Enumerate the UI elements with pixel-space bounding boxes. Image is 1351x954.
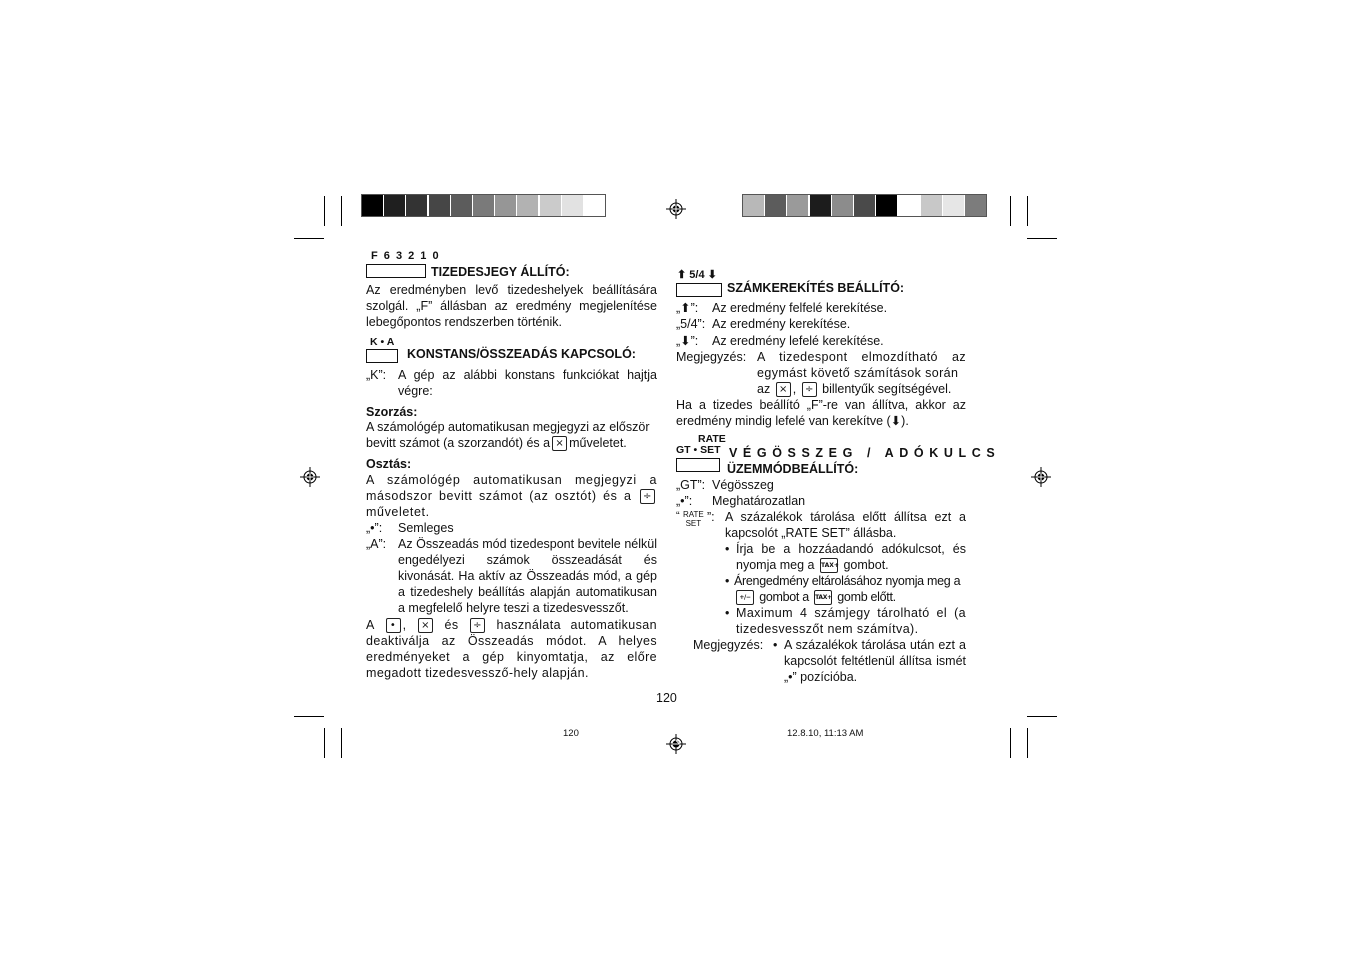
bullet-icon: • — [773, 638, 778, 652]
note-keys-line: az × , ÷ billentyűk segítségével. — [757, 382, 952, 396]
term-dot: „•”: — [676, 494, 693, 508]
color-swatch — [429, 195, 450, 216]
divide-key-icon: ÷ — [470, 618, 485, 633]
color-swatch — [406, 195, 427, 216]
term-dot-text: Semleges — [398, 521, 454, 535]
registration-mark-icon — [666, 199, 686, 219]
bullet-1-text: Írja be a hozzáadandó adókulcsot, és nyomja meg a TAX+ gombot. — [736, 542, 966, 572]
color-swatch — [451, 195, 472, 216]
color-swatch — [384, 195, 405, 216]
color-swatch — [965, 195, 986, 216]
registration-mark-icon — [666, 734, 686, 754]
note-label: Megjegyzés: — [693, 638, 764, 652]
section-title-line2: ÜZEMMÓDBEÁLLÍTÓ: — [727, 462, 859, 476]
term-gt: „GT”: — [676, 478, 706, 492]
section-body: Az eredményben levő tizedeshelyek beállítására szolgál. „F” állásban az eredmény megjelenítése lebegőpontos rendszerben történik. — [366, 283, 657, 329]
rate-set-term: RATE SET — [683, 510, 704, 528]
plus-minus-key-icon: +/− — [736, 590, 754, 605]
registration-mark-icon — [1031, 467, 1051, 487]
section-title: VÉGÖSSZEG / ADÓKULCS — [729, 446, 1001, 460]
term-k-text: A gép az alábbi konstans funkciókat hajtja végre: — [398, 368, 657, 398]
switch-positions-label: F 6 3 2 1 0 — [371, 250, 441, 262]
footer-timestamp: 12.8.10, 11:13 AM — [787, 728, 864, 739]
rate-text: A százalékok tárolása előtt állítsa ezt a kapcsolót „RATE SET” állásba. — [725, 510, 966, 540]
tax-plus-key-icon: TAX+ — [814, 590, 832, 605]
rate-close-quote: ”: — [707, 510, 715, 524]
term-54-text: Az eredmény kerekítése. — [712, 317, 851, 331]
term-a-text: Az Összeadás mód tizedespont bevitele nélkül engedélyezi számok összeadását és kivonását. Ha aktív az Összeadás mód, a gép a tizedeshely beállítás alapján automatikusan a megfelelő helyre teszi a tizedesvesszőt. — [398, 537, 657, 615]
color-swatch — [743, 195, 764, 216]
term-down: „⬇”: — [676, 334, 699, 348]
term-k: „K”: — [366, 368, 387, 382]
switch-icon — [366, 264, 426, 278]
bullet-3-text: Maximum 4 számjegy tárolható el (a tizedesvesszőt nem számítva). — [736, 606, 966, 636]
final-paragraph: A • , × és ÷ használata automatikusan deaktiválja az Összeadás módot. A helyes eredményeket a gép kinyomtatja, az előre megadott tizedesvessző-hely alapján. — [366, 618, 658, 681]
term-dot-text: Meghatározatlan — [712, 494, 806, 508]
bullet-icon: • — [725, 606, 730, 620]
note-text: A százalékok tárolása után ezt a kapcsolót feltétlenül állítsa ismét „•” pozícióba. — [784, 638, 966, 684]
switch-positions-label: GT • SET — [676, 444, 721, 456]
color-swatch — [898, 195, 919, 216]
term-a: „A”: — [366, 537, 387, 551]
registration-mark-icon — [300, 467, 320, 487]
switch-positions-label: ⬆ 5/4 ⬇ — [677, 269, 717, 281]
note-text: A tizedespont elmozdítható az egymást követő számítások során — [757, 350, 966, 380]
divide-key-icon: ÷ — [802, 382, 817, 397]
bullet-icon: • — [725, 574, 730, 588]
note-label: Megjegyzés: — [676, 350, 747, 364]
color-swatch — [943, 195, 964, 216]
switch-rate-label: RATE — [698, 433, 726, 445]
color-swatch — [810, 195, 831, 216]
term-dot: „•”: — [366, 521, 383, 535]
tax-plus-key-icon: TAX+ — [820, 558, 838, 573]
color-swatch — [765, 195, 786, 216]
bullet-2-text: Árengedmény eltárolásához nyomja meg a +/− gombot a TAX+ gomb előtt. — [734, 574, 961, 604]
multiplication-text: A számológép automatikusan megjegyzi az először bevitt számot (a szorzandót) és a × műveletet. — [366, 420, 650, 450]
term-54: „5/4”: — [676, 317, 706, 331]
term-down-text: Az eredmény lefelé kerekítése. — [712, 334, 884, 348]
color-swatch — [876, 195, 897, 216]
section-title: TIZEDESJEGY ÁLLÍTÓ: — [431, 265, 570, 279]
divide-key-icon: ÷ — [640, 489, 655, 504]
page-number: 120 — [656, 691, 677, 705]
rate-open-quote: “ — [676, 510, 680, 522]
switch-icon — [676, 458, 720, 472]
color-swatch — [517, 195, 538, 216]
color-swatch — [584, 195, 605, 216]
switch-icon — [676, 283, 722, 297]
section-title: SZÁMKEREKÍTÉS BEÁLLÍTÓ: — [727, 281, 905, 295]
bullet-icon: • — [725, 542, 730, 556]
color-swatch — [362, 195, 383, 216]
multiply-key-icon: × — [418, 618, 433, 633]
multiplication-title: Szorzás: — [366, 405, 418, 419]
color-swatch — [562, 195, 583, 216]
switch-positions-label: K • A — [370, 336, 395, 348]
term-gt-text: Végösszeg — [712, 478, 774, 492]
color-swatch — [921, 195, 942, 216]
section-body: Ha a tizedes beállító „F”-re van állítva, akkor az eredmény mindig lefelé van kerekítve (⬇). — [676, 398, 966, 428]
term-up-text: Az eredmény felfelé kerekítése. — [712, 301, 888, 315]
section-title: KONSTANS/ÖSSZEADÁS KAPCSOLÓ: — [407, 347, 636, 361]
footer-page: 120 — [563, 728, 579, 739]
color-swatch — [854, 195, 875, 216]
dot-key-icon: • — [386, 618, 401, 633]
switch-icon — [366, 349, 398, 363]
color-swatch — [495, 195, 516, 216]
color-swatch — [473, 195, 494, 216]
term-up: „⬆”: — [676, 301, 699, 315]
division-text: A számológép automatikusan megjegyzi a másodszor bevitt számot (az osztót) és a ÷ műveletet. — [366, 473, 657, 520]
multiply-key-icon: × — [552, 436, 567, 451]
multiply-key-icon: × — [776, 382, 791, 397]
division-title: Osztás: — [366, 457, 412, 471]
color-swatch — [832, 195, 853, 216]
color-swatch — [787, 195, 808, 216]
color-swatch — [540, 195, 561, 216]
